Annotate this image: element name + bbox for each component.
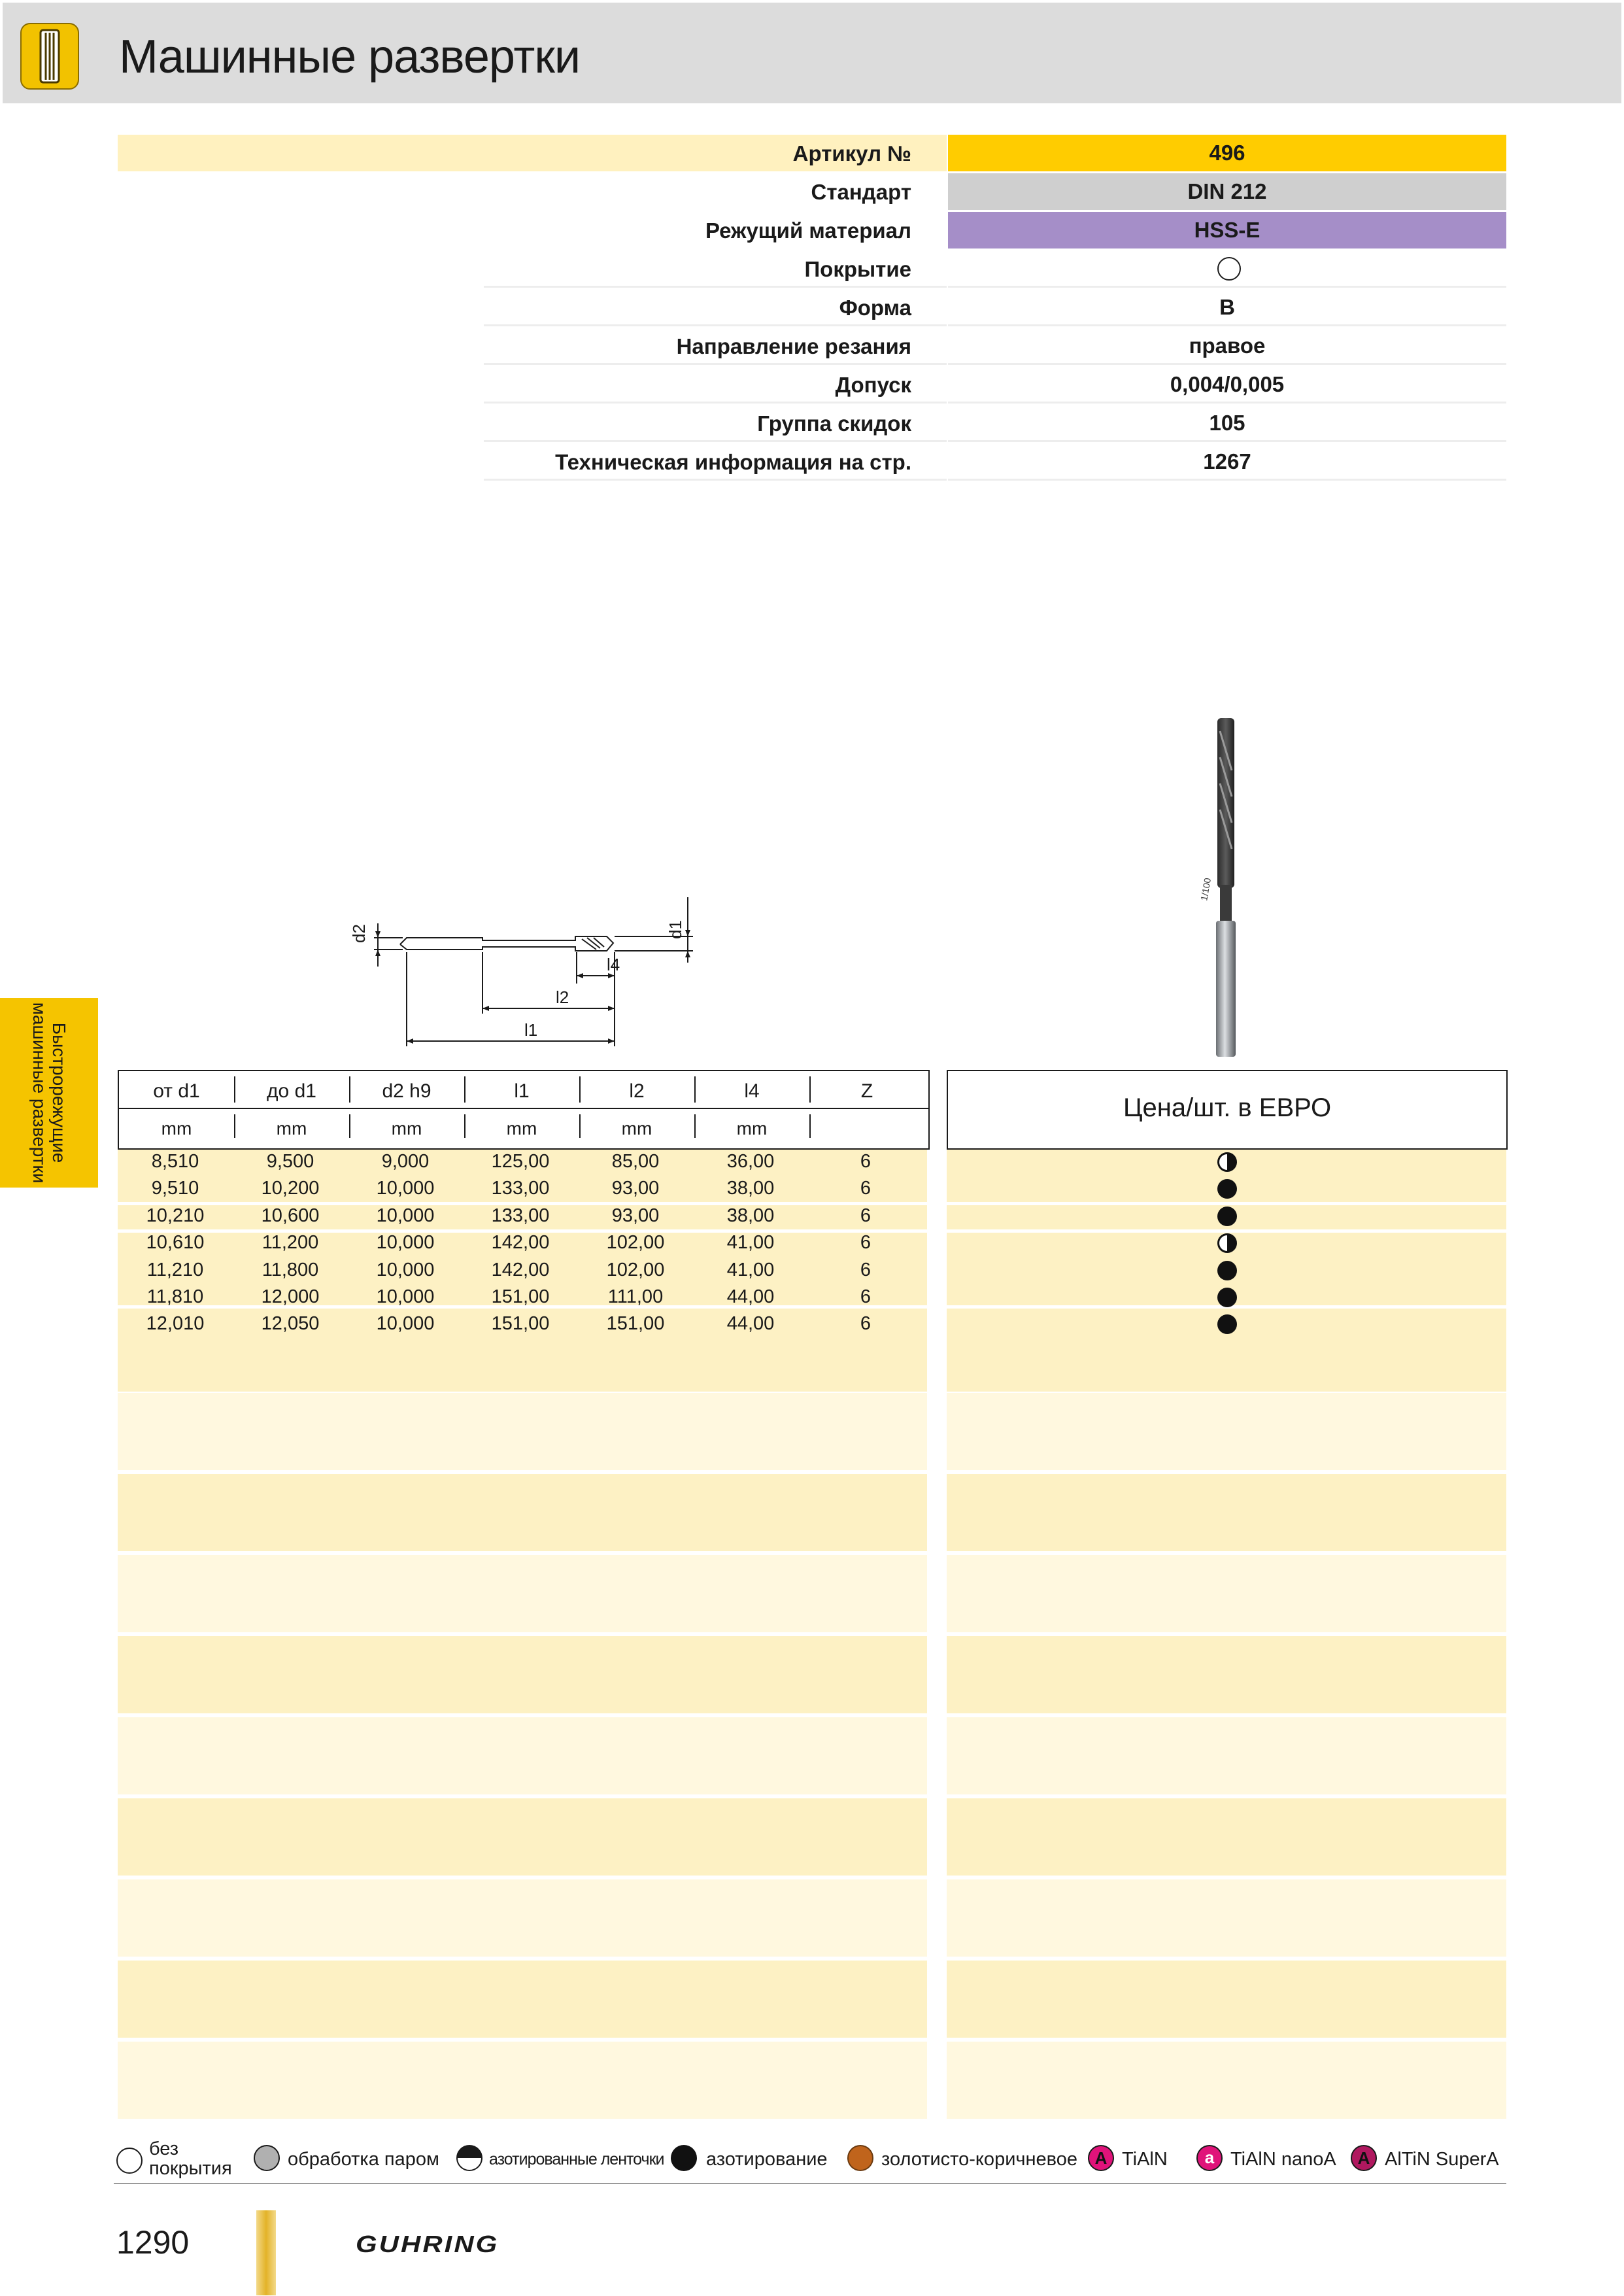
- table-cell: 38,00: [726, 1178, 775, 1199]
- column-divider: [464, 1076, 465, 1103]
- spec-separator: [484, 440, 947, 442]
- table-cell: 10,000: [376, 1313, 435, 1335]
- table-cell: 41,00: [726, 1259, 775, 1280]
- table-cell: 10,600: [261, 1205, 320, 1226]
- spec-value: 105: [1209, 411, 1245, 435]
- reamer-photo: [1198, 718, 1249, 1058]
- table-cell: 8,510: [151, 1151, 199, 1172]
- spec-separator: [484, 479, 947, 481]
- price-band: [947, 1798, 1506, 1876]
- page-number: 1290: [116, 2224, 190, 2261]
- spec-label: Артикул №: [792, 141, 911, 165]
- legend-uncoated-1: без: [149, 2138, 179, 2159]
- spec-separator: [484, 286, 947, 288]
- table-cell: 10,000: [376, 1232, 435, 1254]
- nitrided-icon: [671, 2145, 697, 2171]
- spec-value: правое: [1189, 334, 1266, 358]
- price-band: [947, 1879, 1506, 1957]
- table-band: [118, 1961, 927, 2038]
- table-cell: 6: [860, 1286, 871, 1307]
- spec-label: Допуск: [835, 373, 911, 397]
- spec-value: DIN 212: [948, 173, 1506, 210]
- price-band: [947, 1393, 1506, 1470]
- column-unit: mm: [391, 1118, 422, 1139]
- table-cell: 151,00: [606, 1313, 665, 1335]
- column-divider: [694, 1076, 696, 1103]
- table-cell: 9,510: [151, 1178, 199, 1199]
- tialn-icon: A: [1088, 2145, 1114, 2171]
- spec-separator: [948, 479, 1506, 481]
- table-cell: 142,00: [491, 1259, 550, 1280]
- column-divider: [464, 1114, 465, 1138]
- table-cell: 10,000: [376, 1178, 435, 1199]
- spec-label: Форма: [839, 296, 911, 320]
- column-divider: [234, 1076, 235, 1103]
- table-cell: 6: [860, 1313, 871, 1335]
- legend-tialn-nanoa: TiAlN nanoA: [1230, 2149, 1336, 2170]
- table-cell: 125,00: [491, 1151, 550, 1172]
- legend-nitrided-lands: азотированные ленточки: [489, 2150, 664, 2168]
- table-cell: 85,00: [611, 1151, 660, 1172]
- column-header: Z: [860, 1080, 873, 1102]
- price-band: [947, 1717, 1506, 1794]
- legend-tialn: TiAlN: [1122, 2149, 1168, 2170]
- spec-label: Стандарт: [811, 180, 911, 204]
- column-header: от d1: [153, 1080, 200, 1102]
- spec-value: HSS-E: [948, 212, 1506, 248]
- spec-label: Направление резания: [676, 334, 911, 358]
- column-divider: [579, 1114, 581, 1138]
- spec-label: Группа скидок: [757, 411, 911, 436]
- price-band: [947, 1961, 1506, 2038]
- brand-logo: GUHRING: [356, 2231, 499, 2257]
- table-cell: 93,00: [611, 1178, 660, 1199]
- table-cell: 9,000: [381, 1151, 430, 1172]
- column-unit: mm: [161, 1118, 192, 1139]
- spec-separator: [948, 286, 1506, 288]
- table-cell: 6: [860, 1205, 871, 1226]
- table-band: [118, 2042, 927, 2119]
- price-header: [947, 1070, 1508, 1150]
- partial-availability-icon: [1217, 1233, 1237, 1253]
- column-header: l4: [744, 1080, 760, 1102]
- table-cell: 102,00: [606, 1232, 665, 1254]
- table-cell: 133,00: [491, 1205, 550, 1226]
- table-cell: 11,200: [262, 1232, 319, 1254]
- label-l4: l4: [607, 955, 620, 974]
- nitrided-lands-icon: [456, 2145, 482, 2171]
- price-band: [947, 1555, 1506, 1632]
- legend-nitrided: азотирование: [706, 2149, 828, 2170]
- table-band: [118, 1474, 927, 1551]
- spec-separator: [484, 324, 947, 326]
- spec-value: 0,004/0,005: [1170, 372, 1285, 396]
- table-cell: 6: [860, 1232, 871, 1254]
- table-cell: 11,800: [262, 1259, 319, 1280]
- spec-separator: [948, 363, 1506, 365]
- legend-altin-supera: AlTiN SuperA: [1385, 2149, 1499, 2170]
- table-cell: 10,200: [261, 1178, 320, 1199]
- spec-label: Техническая информация на стр.: [555, 450, 911, 474]
- table-header: [118, 1070, 930, 1150]
- column-divider: [349, 1114, 350, 1138]
- table-cell: 10,000: [376, 1259, 435, 1280]
- column-unit: mm: [506, 1118, 537, 1139]
- spec-value: 496: [948, 135, 1506, 171]
- spec-label: Покрытие: [804, 257, 911, 281]
- table-band: [118, 1555, 927, 1632]
- page-title: Машинные развертки: [119, 31, 581, 83]
- page-header: [3, 3, 1621, 103]
- table-cell: 133,00: [491, 1178, 550, 1199]
- column-divider: [809, 1076, 811, 1103]
- table-cell: 10,000: [376, 1205, 435, 1226]
- available-icon: [1217, 1261, 1237, 1280]
- gold-brown-icon: [847, 2145, 873, 2171]
- column-divider: [349, 1076, 350, 1103]
- legend-gold-brown: золотисто-коричневое: [881, 2149, 1077, 2170]
- reamer-category-icon: [20, 22, 80, 90]
- spec-value: B: [1219, 295, 1235, 319]
- spec-label: Режущий материал: [705, 218, 911, 243]
- label-l1: l1: [524, 1020, 538, 1040]
- available-icon: [1217, 1288, 1237, 1307]
- column-header: до d1: [267, 1080, 316, 1102]
- column-header: l2: [629, 1080, 645, 1102]
- row-separator: [947, 1229, 1506, 1233]
- steam-treated-icon: [254, 2145, 280, 2171]
- table-cell: 6: [860, 1151, 871, 1172]
- row-separator: [947, 1202, 1506, 1205]
- label-l2: l2: [556, 987, 569, 1007]
- table-cell: 142,00: [491, 1232, 550, 1254]
- side-tab-label: Быстрорежущие машинные развертки: [29, 1002, 69, 1184]
- label-d1: d1: [666, 920, 685, 939]
- legend-steam: обработка паром: [288, 2149, 439, 2170]
- price-band: [947, 1636, 1506, 1713]
- legend-uncoated-2: покрытия: [149, 2158, 232, 2179]
- table-cell: 12,000: [261, 1286, 320, 1307]
- column-unit: mm: [736, 1118, 768, 1139]
- column-divider: [234, 1114, 235, 1138]
- header-rule: [119, 1108, 928, 1109]
- table-cell: 93,00: [611, 1205, 660, 1226]
- spec-separator: [484, 402, 947, 403]
- column-header: d2 h9: [382, 1080, 431, 1102]
- coating-legend: [114, 2136, 1506, 2184]
- partial-availability-icon: [1217, 1152, 1237, 1172]
- table-band: [118, 1879, 927, 1957]
- technical-drawing: [340, 884, 706, 1054]
- table-cell: 41,00: [726, 1232, 775, 1254]
- table-cell: 102,00: [606, 1259, 665, 1280]
- table-cell: 6: [860, 1259, 871, 1280]
- uncoated-circle-icon: [1217, 257, 1241, 281]
- spec-separator: [948, 440, 1506, 442]
- altin-supera-icon: A: [1351, 2145, 1377, 2171]
- uncoated-icon: [116, 2148, 143, 2174]
- table-cell: 10,210: [146, 1205, 205, 1226]
- column-unit: mm: [621, 1118, 652, 1139]
- table-cell: 151,00: [491, 1313, 550, 1335]
- spec-separator: [948, 402, 1506, 403]
- table-cell: 10,000: [376, 1286, 435, 1307]
- table-cell: 12,050: [261, 1313, 320, 1335]
- table-cell: 12,010: [146, 1313, 205, 1335]
- scale-label: 1/100: [1198, 877, 1213, 902]
- table-cell: 11,210: [146, 1259, 204, 1280]
- column-divider: [809, 1114, 811, 1138]
- table-band: [118, 1798, 927, 1876]
- footer-accent-bar: [256, 2210, 276, 2295]
- table-cell: 36,00: [726, 1151, 775, 1172]
- price-band: [947, 2042, 1506, 2119]
- table-band: [118, 1393, 927, 1470]
- table-band: [118, 1636, 927, 1713]
- spec-value: 1267: [1203, 449, 1251, 473]
- table-cell: 44,00: [726, 1286, 775, 1307]
- table-cell: 10,610: [146, 1232, 205, 1254]
- column-header: l1: [514, 1080, 530, 1102]
- tialn-nanoa-icon: a: [1196, 2145, 1223, 2171]
- table-band: [118, 1717, 927, 1794]
- price-header-label: Цена/шт. в ЕВРО: [1123, 1093, 1332, 1122]
- table-cell: 111,00: [607, 1286, 664, 1307]
- available-icon: [1217, 1207, 1237, 1226]
- spec-separator: [484, 363, 947, 365]
- table-cell: 11,810: [146, 1286, 204, 1307]
- table-cell: 6: [860, 1178, 871, 1199]
- column-divider: [579, 1076, 581, 1103]
- table-cell: 151,00: [491, 1286, 550, 1307]
- label-d2: d2: [349, 924, 369, 943]
- column-divider: [694, 1114, 696, 1138]
- spec-value: [948, 250, 1506, 287]
- price-band: [947, 1474, 1506, 1551]
- table-cell: 9,500: [266, 1151, 314, 1172]
- table-cell: 38,00: [726, 1205, 775, 1226]
- table-cell: 44,00: [726, 1313, 775, 1335]
- spec-separator: [948, 324, 1506, 326]
- column-unit: mm: [276, 1118, 307, 1139]
